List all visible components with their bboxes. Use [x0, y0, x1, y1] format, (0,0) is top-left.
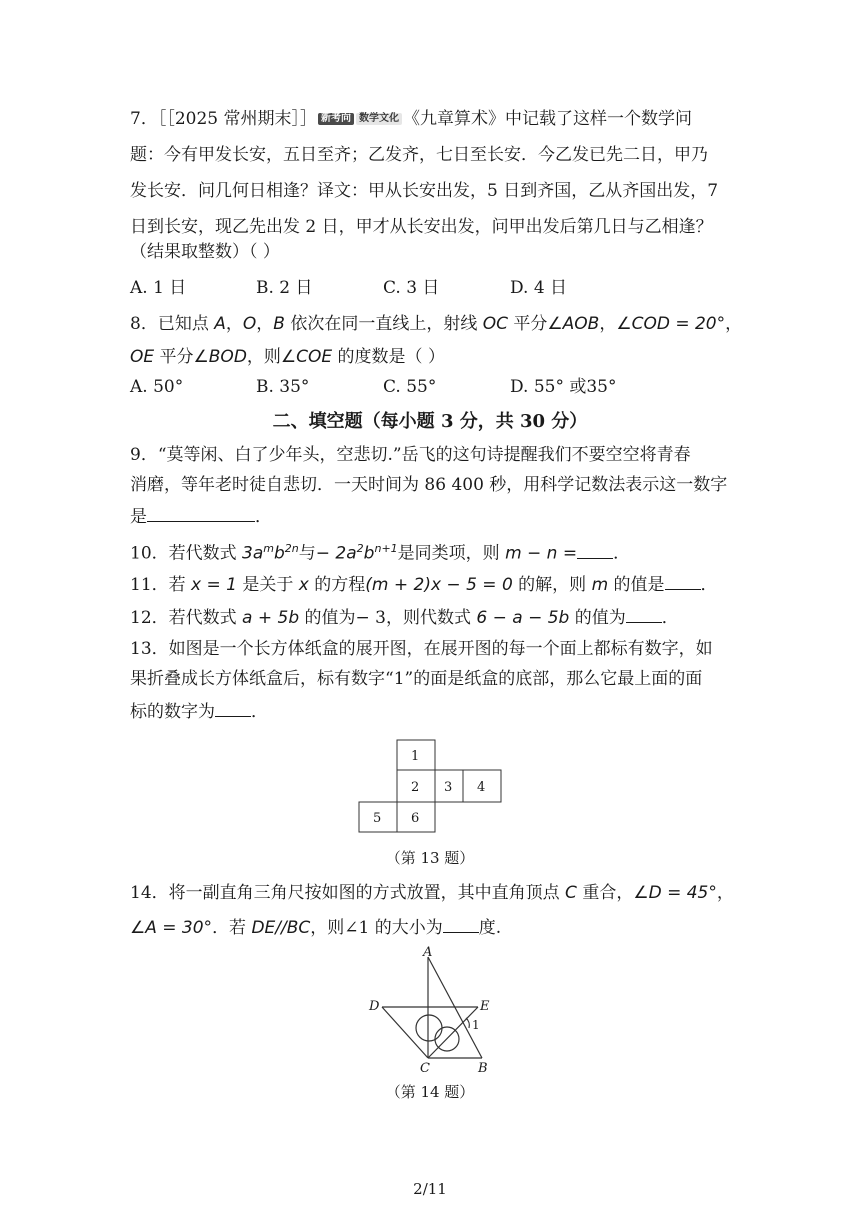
section-title-fill-in: 二、填空题（每小题 3 分，共 30 分） — [272, 411, 588, 432]
net-label-3: 3 — [444, 780, 453, 795]
q9-answer-blank[interactable] — [147, 504, 255, 522]
label-b: B — [478, 1061, 488, 1076]
q7-line-2: 题：今有甲发长安，五日至齐；乙发齐，七日至长安．今乙发已先二日，甲乃 — [130, 145, 708, 165]
q13-line-1: 13．如图是一个长方体纸盒的展开图，在展开图的每一个面上都标有数字，如 — [130, 639, 713, 659]
net-label-5: 5 — [373, 811, 382, 826]
segment-ec — [428, 1007, 478, 1058]
label-e: E — [480, 999, 490, 1014]
q8-option-a: A. 50° — [130, 377, 184, 397]
segment-dc — [382, 1007, 428, 1058]
q13-answer-blank[interactable] — [215, 699, 251, 717]
q7-option-d: D. 4 日 — [510, 278, 568, 298]
q8-line-1: 8．已知点 A，O，B 依次在同一直线上，射线 OC 平分∠AOB，∠COD = 20°， — [130, 314, 743, 334]
q7-line-1: 7．［［2025 常州期末］］ 新考向 数学文化 《九章算术》中记载了这样一个数学问 — [130, 109, 692, 129]
net-label-1: 1 — [411, 749, 420, 764]
tag-new-direction: 新考向 — [318, 113, 354, 125]
q9-line-3: 是 ． — [130, 504, 272, 528]
tag-math-culture: 数学文化 — [356, 113, 402, 125]
circle-left — [416, 1015, 442, 1041]
label-a: A — [423, 945, 433, 960]
q12-answer-blank[interactable] — [626, 605, 662, 623]
q7-source: ［［2025 常州期末］］ — [157, 109, 317, 129]
q7-option-b: B. 2 日 — [256, 278, 313, 298]
q7-option-c: C. 3 日 — [383, 278, 440, 298]
q12-line: 12．若代数式 a + 5b 的值为− 3，则代数式 6 − a − 5b 的值为 ． — [130, 605, 679, 629]
q9-line-2: 消磨，等年老时徒自悲切．一天时间为 86 400 秒，用科学记数法表示这一数字 — [130, 475, 728, 495]
q8-option-d: D. 55° 或35° — [510, 377, 617, 397]
figure-13-caption: （第 13 题） — [385, 849, 475, 867]
q9-line-1: 9．“莫等闲、白了少年头，空悲切.”岳飞的这句诗提醒我们不要空空将青春 — [130, 445, 691, 465]
net-label-6: 6 — [411, 811, 420, 826]
figure-14-caption: （第 14 题） — [385, 1083, 475, 1101]
q10-answer-blank[interactable] — [577, 541, 613, 559]
q11-line: 11．若 x = 1 是关于 x 的方程(m + 2)x − 5 = 0 的解，则 m 的值是 ． — [130, 572, 718, 596]
q14-answer-blank[interactable] — [443, 915, 479, 933]
label-c: C — [420, 1061, 430, 1076]
q7-line-5: （结果取整数）（ ） — [130, 242, 280, 262]
q8-line-2: OE 平分∠BOD，则∠COE 的度数是（ ） — [130, 347, 445, 367]
q8-option-b: B. 35° — [256, 377, 310, 397]
box-net-figure — [355, 737, 505, 835]
net-label-4: 4 — [477, 780, 486, 795]
q10-line: 10．若代数式 $3a^mb^{2n}$与− $2a^2b^{n+1}$是同类项，则 m − n = ． — [130, 542, 631, 564]
triangle-rulers-figure — [360, 942, 500, 1077]
q14-line-2: ∠A = 30°．若 DE//BC，则∠1 的大小为 度. — [130, 915, 501, 939]
net-label-2: 2 — [411, 780, 420, 795]
q7-line-4: 日到长安，现乙先出发 2 日，甲才从长安出发，问甲出发后第几日与乙相逢？ — [130, 217, 713, 237]
q13-line-2: 果折叠成长方体纸盒后，标有数字“1”的面是纸盒的底部，那么它最上面的面 — [130, 669, 703, 689]
label-d: D — [369, 999, 380, 1014]
page-number: 2/11 — [413, 1180, 447, 1198]
q14-line-1: 14．将一副直角三角尺按如图的方式放置，其中直角顶点 C 重合，∠D = 45°， — [130, 883, 734, 903]
q13-line-3: 标的数字为 ． — [130, 699, 268, 723]
q7-option-a: A. 1 日 — [130, 278, 187, 298]
q7-line-3: 发长安．问几何日相逢？译文：甲从长安出发，5 日到齐国，乙从齐国出发，7 — [130, 181, 719, 201]
q8-option-c: C. 55° — [383, 377, 437, 397]
label-angle-1: 1 — [472, 1018, 480, 1032]
q11-answer-blank[interactable] — [665, 572, 701, 590]
